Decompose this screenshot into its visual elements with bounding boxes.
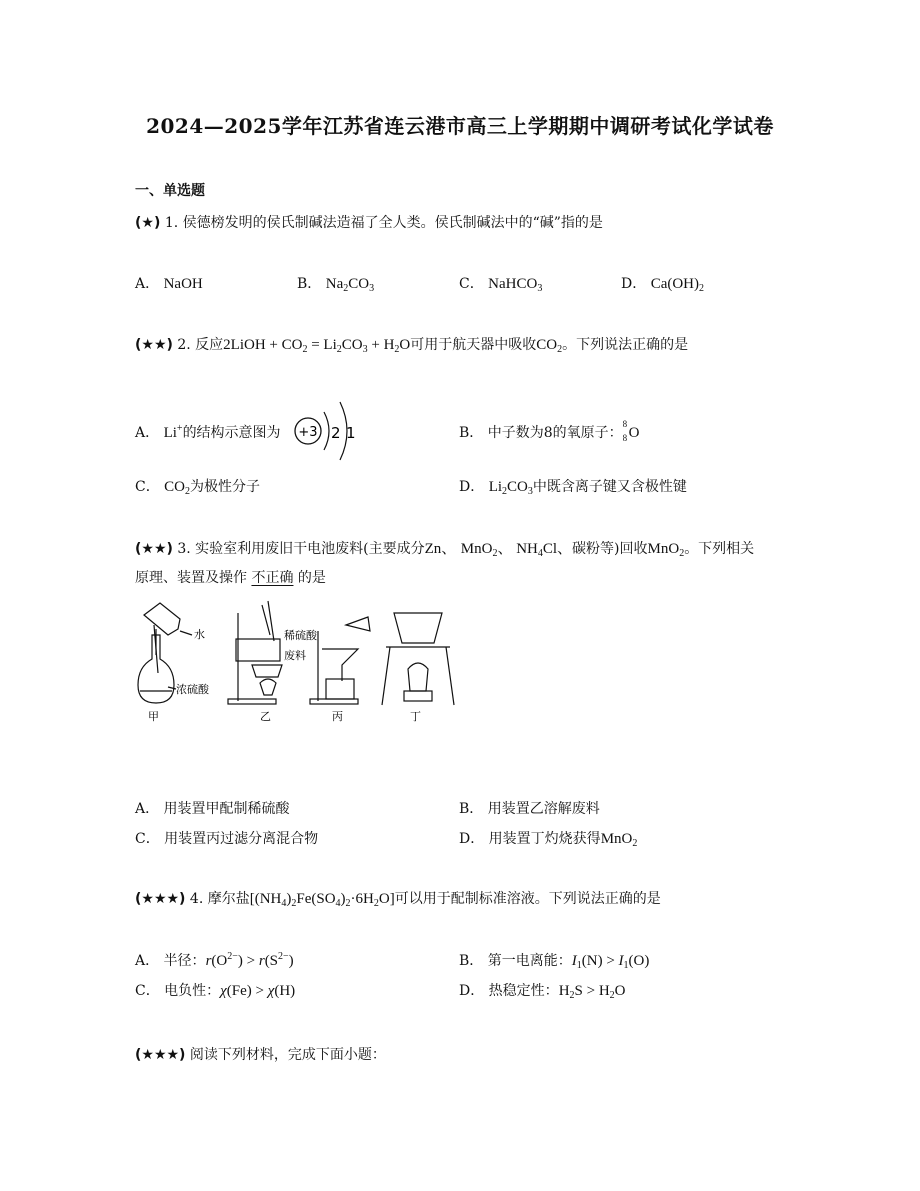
section-heading: 一、单选题 <box>135 183 205 199</box>
question-3-line-2: 原理、装置及操作 不正确 的是 <box>135 570 326 586</box>
option-b: B． 用装置乙溶解废料 <box>459 801 600 817</box>
option-a: A． 半径：$r(O^{2-}) > r(S^{2-})$ <box>135 951 294 969</box>
label-water: 水 <box>194 628 205 641</box>
emphasis-text: 不正确 <box>251 570 294 586</box>
difficulty-stars: (★★★) <box>135 1047 186 1063</box>
label-conc-acid: 浓硫酸 <box>176 683 209 696</box>
li-ion-structure-diagram <box>290 398 360 464</box>
question-1 <box>135 212 603 232</box>
question-2: (★★) 2. 反应2LiOH + $CO_2 = Li_2CO_3 + H_2O$可用于航天器中吸收$CO_2$。下列说法正确的是 <box>135 337 689 355</box>
question-4: (★★★) 4. 摩尔盐$[(NH_4)_2Fe(SO_4)_2\cdot 6H_2O]$可以用于配制标准溶液。下列说法正确的是 <box>135 891 661 909</box>
option-d: D． $Li_2CO_3$中既含离子键又含极性键 <box>459 479 687 497</box>
nucleus-charge: +3 <box>298 425 318 440</box>
option-b: B． $Na_2CO_3$ <box>297 276 375 294</box>
option-a: A． NaOH <box>135 276 203 292</box>
question-3: (★★) 3. 实验室利用废旧干电池废料(主要成分Zn、 MnO$_2$、 $NH_4Cl$、碳粉等)回收MnO$_2$。下列相关 <box>135 541 755 559</box>
apparatus-figure <box>132 595 462 730</box>
option-c: C． 电负性：χ(Fe) > χ(H) <box>135 983 296 999</box>
option-a: A． 用装置甲配制稀硫酸 <box>135 801 290 817</box>
page-title: 2024—2025学年江苏省连云港市高三上学期期中调研考试化学试卷 <box>146 114 774 138</box>
option-d: D． $Ca(OH)_2$ <box>621 276 705 294</box>
shell-2-electrons: 1 <box>346 424 356 442</box>
option-c: C． NaHCO$_3$ <box>459 276 543 294</box>
difficulty-stars: (★★★) <box>135 891 186 907</box>
question-text: 1. 侯德榜发明的侯氏制碱法造福了全人类。侯氏制碱法中的“碱”指的是 <box>164 215 603 231</box>
difficulty-stars: (★★) <box>135 541 173 557</box>
apparatus-bing <box>310 617 370 704</box>
label-jia: 甲 <box>148 710 159 723</box>
question-5: (★★★) 阅读下列材料，完成下面小题： <box>135 1047 386 1063</box>
shell-1-electrons: 2 <box>331 424 341 442</box>
option-c: C． 用装置丙过滤分离混合物 <box>135 831 319 847</box>
option-d: D． 热稳定性：$H_2S > H_2O$ <box>459 983 626 1001</box>
option-b: B． 第一电离能：$I_1(N) > I_1(O)$ <box>459 953 650 971</box>
difficulty-stars: (★★) <box>135 337 173 353</box>
option-c: C． $CO_2$为极性分子 <box>135 479 261 497</box>
label-waste: 废料 <box>284 649 306 662</box>
difficulty-stars: (★) <box>135 215 161 231</box>
label-yi: 乙 <box>260 710 271 723</box>
label-ding: 丁 <box>410 710 421 723</box>
option-b: B． 中子数为8的氧原子： 8 8 O <box>459 419 640 443</box>
label-bing: 丙 <box>332 710 343 723</box>
label-dilute-acid: 稀硫酸 <box>284 629 317 642</box>
option-a: A． Li+的结构示意图为 <box>135 423 281 441</box>
option-d: D． 用装置丁灼烧获得MnO$_2$ <box>459 831 638 849</box>
apparatus-ding <box>382 613 454 705</box>
apparatus-yi <box>228 601 282 704</box>
